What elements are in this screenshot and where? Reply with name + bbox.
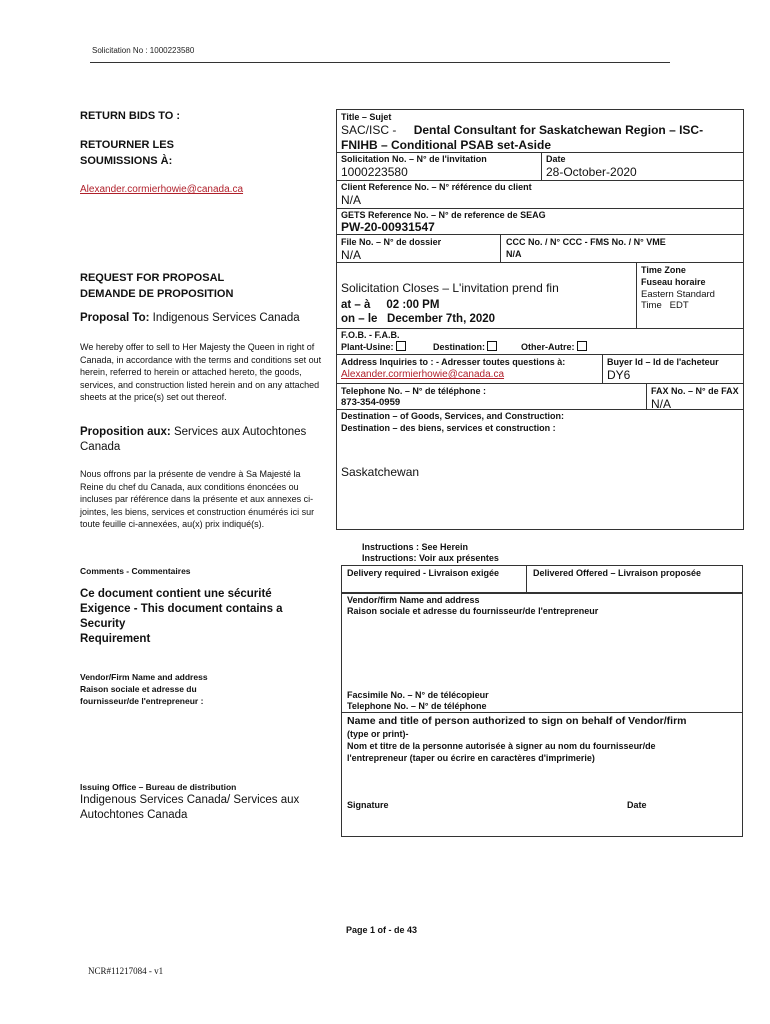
- vendor-label-1: Vendor/Firm Name and address: [80, 672, 208, 682]
- delivery-required-label: Delivery required - Livraison exigée: [347, 568, 500, 578]
- solicitation-no-label: Solicitation No. – N° de l'invitation: [341, 154, 487, 164]
- security-line-3: Security: [80, 618, 126, 630]
- vendor-name-label-2: Raison sociale et adresse du fournisseur/de l'entrepreneur: [347, 606, 599, 616]
- address-inquiries-label: Address Inquiries to : - Adresser toutes questions à:: [341, 357, 566, 367]
- proposition-aux-label: Proposition aux:: [80, 426, 171, 438]
- divider: [337, 180, 743, 181]
- date-label: Date: [546, 154, 566, 164]
- divider: [636, 262, 637, 328]
- proposal-to-label: Proposal To:: [80, 312, 150, 324]
- gets-ref-label: GETS Reference No. – N° de reference de SEAG: [341, 210, 546, 220]
- authorized-person-label-4: l'entrepreneur (taper ou écrire en caractères d'imprimerie): [347, 753, 595, 763]
- title-prefix: SAC/ISC -: [341, 123, 397, 137]
- title-value: [341, 123, 703, 137]
- destination-goods-label-2: Destination – des biens, services et construction :: [341, 423, 556, 433]
- fob-other: [521, 341, 587, 352]
- issuing-office-line-2: Autochtones Canada: [80, 809, 188, 821]
- other-autre-checkbox[interactable]: [577, 341, 587, 351]
- authorized-person-label-2: (type or print)-: [347, 729, 409, 739]
- address-inquiries-email[interactable]: Alexander.cormierhowie@canada.ca: [341, 369, 505, 380]
- other-autre-label: Other-Autre:: [521, 342, 575, 352]
- solicitation-no-value: 1000223580: [341, 165, 408, 179]
- proposition-aux: [80, 425, 310, 455]
- vendor-label-2: Raison sociale et adresse du: [80, 684, 197, 694]
- facsimile-label: Facsimile No. – N° de télécopieur: [347, 690, 489, 700]
- page-number: Page 1 of - de 43: [346, 925, 418, 935]
- signature-label: Signature: [347, 800, 389, 810]
- solicitation-closes-label: Solicitation Closes – L'invitation prend fin: [341, 281, 559, 295]
- file-no-value: N/A: [341, 248, 362, 262]
- ncr-document-id: NCR#11217084 - v1: [88, 966, 164, 976]
- divider: [602, 354, 603, 383]
- security-line-1: Ce document contient une sécurité: [80, 588, 272, 600]
- title-main: Dental Consultant for Saskatchewan Region – ISC-: [413, 123, 704, 137]
- offer-text-en: We hereby offer to sell to Her Majesty the Queen in right of Canada, in accordance with the terms and conditions set out herein, referred to herein or attached hereto, the goods, services, and construction listed herein and on any attached sheets at the price(s) set out thereof.: [80, 342, 322, 402]
- divider: [337, 234, 743, 235]
- instructions-fr: Instructions: Voir aux présentes: [362, 553, 499, 563]
- solicitation-number-header: Solicitation No : 1000223580: [92, 46, 195, 55]
- date-value: 28-October-2020: [546, 165, 637, 179]
- gets-ref-value: PW-20-00931547: [341, 220, 435, 234]
- vendor-name-field[interactable]: [342, 622, 740, 686]
- security-line-2: Exigence - This document contains a: [80, 603, 283, 615]
- plant-usine-label: Plant-Usine:: [341, 342, 394, 352]
- title-line-2: FNIHB – Conditional PSAB set-Aside: [341, 138, 552, 152]
- time-zone-value-1: Eastern Standard: [641, 289, 715, 300]
- telephone-value: 873-354-0959: [341, 397, 401, 408]
- ccc-no-value: N/A: [506, 249, 522, 259]
- fob-plant: [341, 341, 406, 352]
- telephone-label: Telephone No. – N° de téléphone :: [341, 386, 486, 396]
- divider: [337, 152, 743, 153]
- time-zone-label-2: Fuseau horaire: [641, 277, 706, 287]
- proposition-aux-value: Services aux Autochtones Canada: [80, 426, 307, 453]
- file-no-label: File No. – N° de dossier: [341, 237, 442, 247]
- vendor-label-3: fournisseur/de l'entrepreneur :: [80, 696, 204, 706]
- comments-label: Comments - Commentaires: [80, 566, 191, 576]
- rfp-title-en: REQUEST FOR PROPOSAL: [80, 272, 225, 284]
- rfp-title-fr: DEMANDE DE PROPOSITION: [80, 288, 234, 300]
- divider: [500, 234, 501, 262]
- header-rule: [90, 62, 670, 63]
- return-bids-label: RETURN BIDS TO :: [80, 110, 181, 122]
- retourner-label-2: SOUMISSIONS À:: [80, 155, 173, 167]
- divider: [342, 712, 742, 713]
- destination-label: Destination:: [433, 342, 486, 352]
- divider: [526, 565, 527, 593]
- fob-label: F.O.B. - F.A.B.: [341, 330, 400, 340]
- divider: [337, 262, 743, 263]
- return-email-link[interactable]: Alexander.cormierhowie@canada.ca: [80, 184, 244, 195]
- divider: [541, 152, 542, 180]
- buyer-id-value: DY6: [607, 368, 631, 382]
- vendor-telephone-label: Telephone No. – N° de téléphone: [347, 701, 487, 711]
- authorized-person-label-3: Nom et titre de la personne autorisée à signer au nom du fournisseur/de: [347, 741, 656, 751]
- issuing-office-line-1: Indigenous Services Canada/ Services aux: [80, 794, 300, 806]
- title-label: Title – Sujet: [341, 112, 392, 122]
- client-ref-label: Client Reference No. – N° référence du client: [341, 182, 532, 192]
- vendor-name-label-1: Vendor/firm Name and address: [347, 595, 480, 605]
- time-zone-label-1: Time Zone: [641, 265, 686, 275]
- retourner-label-1: RETOURNER LES: [80, 139, 174, 151]
- time-zone-value-2: Time EDT: [641, 300, 689, 311]
- authorized-person-label-1: Name and title of person authorized to sign on behalf of Vendor/firm: [347, 715, 687, 727]
- destination-goods-label-1: Destination – of Goods, Services, and Construction:: [341, 411, 565, 421]
- divider: [337, 328, 743, 329]
- divider: [337, 409, 743, 410]
- ccc-no-label: CCC No. / N° CCC - FMS No. / N° VME: [506, 237, 666, 247]
- fax-label: FAX No. – N° de FAX: [651, 386, 739, 396]
- closes-on-date: on – le December 7th, 2020: [341, 313, 496, 325]
- destination-value: Saskatchewan: [341, 465, 420, 479]
- instructions-en: Instructions : See Herein: [362, 542, 469, 552]
- closes-at-time: at – à 02 :00 PM: [341, 299, 440, 311]
- divider: [337, 208, 743, 209]
- security-line-4: Requirement: [80, 633, 151, 645]
- divider: [337, 383, 743, 384]
- delivered-offered-label: Delivered Offered – Livraison proposée: [533, 568, 702, 578]
- offer-text-fr: Nous offrons par la présente de vendre à Sa Majesté la Reine du chef du Canada, aux conditions énoncées ou incluses par référence dans la présente et aux annexes ci-jointes, les biens, services et construction énumérés ici sur toute feuille ci-annexées, au(x) prix indiqué(s).: [80, 469, 315, 529]
- buyer-id-label: Buyer Id – Id de l'acheteur: [607, 357, 719, 367]
- divider: [337, 354, 743, 355]
- proposal-to: [80, 312, 300, 324]
- destination-checkbox[interactable]: [487, 341, 497, 351]
- plant-usine-checkbox[interactable]: [396, 341, 406, 351]
- issuing-office-label: Issuing Office – Bureau de distribution: [80, 782, 237, 792]
- signature-date-label: Date: [627, 800, 647, 810]
- client-ref-value: N/A: [341, 193, 362, 207]
- proposal-to-value: Indigenous Services Canada: [152, 312, 300, 324]
- fob-destination: [433, 341, 497, 352]
- divider: [646, 383, 647, 409]
- fax-value: N/A: [651, 397, 672, 411]
